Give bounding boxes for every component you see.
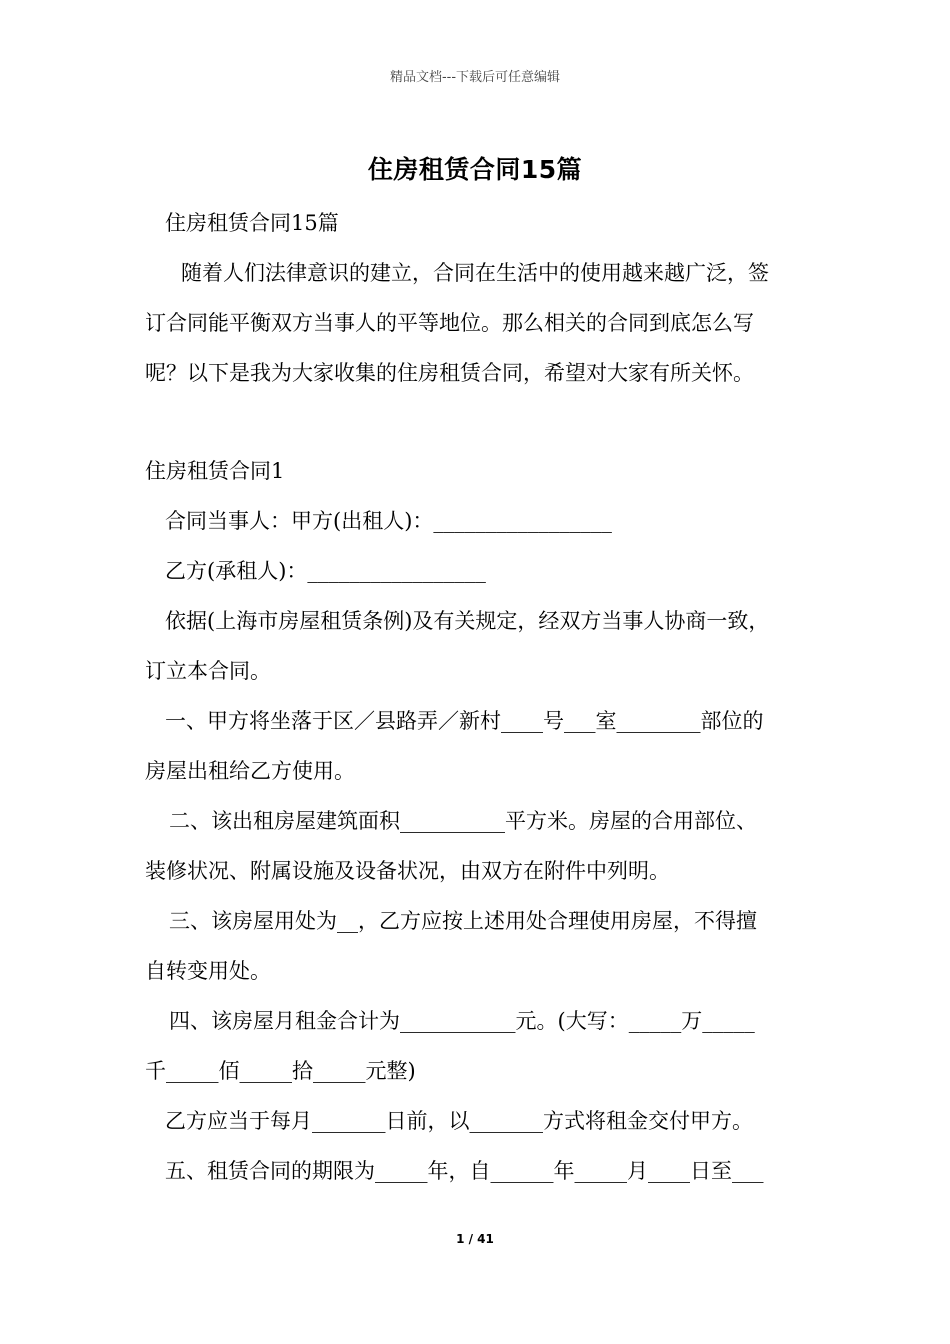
document-subtitle: 住房租赁合同15篇 [165,211,339,235]
clause-2-line-1: 二、该出租房屋建筑面积__________平方米。房屋的合用部位、 [169,809,757,833]
intro-line-2: 订合同能平衡双方当事人的平等地位。那么相关的合同到底怎么写 [145,311,754,335]
clause-3-line-1: 三、该房屋用处为__，乙方应按上述用处合理使用房屋，不得擅 [169,909,757,933]
intro-line-3: 呢？以下是我为大家收集的住房租赁合同，希望对大家有所关怀。 [145,361,754,385]
clause-1-line-1: 一、甲方将坐落于区／县路弄／新村____号___室________部位的 [165,709,764,733]
clause-4-line-1: 四、该房屋月租金合计为___________元。(大写：_____万_____ [169,1009,755,1033]
clause-2-line-2: 装修状况、附属设施及设备状况，由双方在附件中列明。 [145,859,670,883]
page-number: 1 / 41 [456,1232,494,1246]
party-b-line: 乙方(承租人)：_________________ [165,559,486,583]
clause-5-line-1: 五、租赁合同的期限为_____年，自______年_____月____日至___ [165,1159,764,1183]
intro-line-1: 随着人们法律意识的建立，合同在生活中的使用越来越广泛，签 [181,261,769,285]
paragraph-gap [145,398,807,446]
payment-line: 乙方应当于每月_______日前，以_______方式将租金交付甲方。 [165,1109,753,1133]
clause-3-line-2: 自转变用处。 [145,959,271,983]
header-note: 精品文档---下载后可任意编辑 [389,70,561,85]
clause-1-line-2: 房屋出租给乙方使用。 [145,759,355,783]
clause-4-line-2: 千_____佰_____拾_____元整) [145,1059,416,1083]
document-title: 住房租赁合同15篇 [367,155,583,184]
basis-line-2: 订立本合同。 [145,659,271,683]
party-a-line: 合同当事人：甲方(出租人)：_________________ [165,509,612,533]
basis-line-1: 依据(上海市房屋租赁条例)及有关规定，经双方当事人协商一致， [165,609,770,633]
section-heading: 住房租赁合同1 [145,459,285,483]
document-body [145,198,807,1196]
